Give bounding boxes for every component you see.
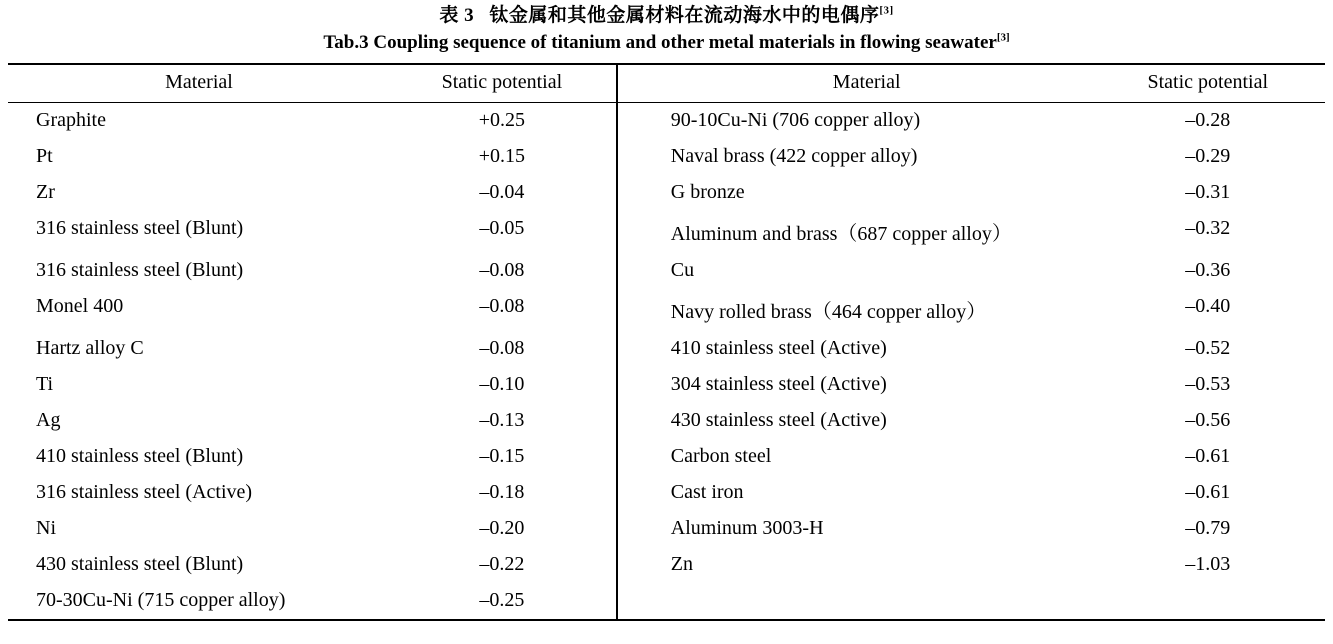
cell-material-right: Carbon steel <box>670 445 772 467</box>
cell-material-left: Pt <box>36 145 53 167</box>
cell-material-left: 70-30Cu-Ni (715 copper alloy) <box>36 589 286 611</box>
cell-potential-left: –0.05 <box>479 217 525 239</box>
table-row <box>8 211 1325 253</box>
cell-potential-right: –1.03 <box>1185 553 1231 575</box>
cell-potential-left: –0.04 <box>479 181 525 203</box>
cell-material-right: 410 stainless steel (Active) <box>670 337 887 359</box>
cell-material-right: Zn <box>670 553 693 575</box>
data-table <box>8 65 1325 619</box>
table-row <box>8 547 1325 583</box>
cell-material-left: Hartz alloy C <box>36 337 144 359</box>
cell-potential-left: –0.08 <box>479 259 525 281</box>
data-table-wrapper <box>8 63 1325 621</box>
caption-english <box>8 28 1325 55</box>
cell-potential-right: –0.28 <box>1185 109 1231 131</box>
caption-chinese-text: 表 3 钛金属和其他金属材料在流动海水中的电偶序 <box>439 5 880 26</box>
cell-potential-right <box>1091 583 1325 619</box>
column-divider <box>616 65 618 619</box>
cell-material-left: Zr <box>36 181 55 203</box>
table-row <box>8 289 1325 331</box>
cell-material-left: Ni <box>36 517 56 539</box>
cell-material-left: Ti <box>36 373 54 395</box>
table-row <box>8 403 1325 439</box>
cell-material-right: 430 stainless steel (Active) <box>670 409 887 431</box>
table-row <box>8 331 1325 367</box>
table-header-row <box>8 65 1325 103</box>
cell-material-right: 304 stainless steel (Active) <box>670 373 887 395</box>
cell-potential-left: –0.18 <box>479 481 525 503</box>
cell-potential-left: –0.08 <box>479 337 525 359</box>
caption-english-ref: [3] <box>996 31 1010 44</box>
table-row <box>8 139 1325 175</box>
table-body <box>8 102 1325 619</box>
caption-english-text: Tab.3 Coupling sequence of titanium and other metal materials in flowing seawater <box>323 31 997 53</box>
table-row <box>8 583 1325 619</box>
caption-chinese-ref: [3] <box>879 4 894 17</box>
header-material-right: Material <box>643 65 1091 103</box>
cell-material-right: Naval brass (422 copper alloy) <box>670 145 918 167</box>
cell-material-left: Ag <box>36 409 61 431</box>
cell-potential-right: –0.40 <box>1185 295 1231 317</box>
cell-potential-right: –0.31 <box>1185 181 1231 203</box>
table-row <box>8 475 1325 511</box>
cell-potential-right: –0.53 <box>1185 373 1231 395</box>
table-row <box>8 439 1325 475</box>
cell-potential-right: –0.56 <box>1185 409 1231 431</box>
cell-material-left: Graphite <box>36 109 106 131</box>
cell-material-left: Monel 400 <box>36 295 124 317</box>
cell-potential-right: –0.32 <box>1185 217 1231 239</box>
table-head <box>8 65 1325 103</box>
cell-material-left: 316 stainless steel (Blunt) <box>36 259 244 281</box>
cell-potential-right: –0.61 <box>1185 445 1231 467</box>
cell-material-right <box>643 583 1091 619</box>
cell-potential-right: –0.36 <box>1185 259 1231 281</box>
cell-potential-right: –0.79 <box>1185 517 1231 539</box>
cell-material-right: Aluminum and brass（687 copper alloy） <box>670 223 1012 245</box>
cell-material-right: Aluminum 3003-H <box>670 517 824 539</box>
cell-material-left: 430 stainless steel (Blunt) <box>36 553 244 575</box>
table-row <box>8 175 1325 211</box>
cell-potential-left: –0.25 <box>479 589 525 611</box>
cell-material-left: 316 stainless steel (Blunt) <box>36 217 244 239</box>
cell-material-right: G bronze <box>670 181 745 203</box>
cell-potential-left: –0.10 <box>479 373 525 395</box>
header-potential-right: Static potential <box>1091 65 1325 103</box>
table-row <box>8 102 1325 139</box>
cell-material-left: 316 stainless steel (Active) <box>36 481 253 503</box>
cell-material-right: Cu <box>670 259 695 281</box>
cell-material-right: 90-10Cu-Ni (706 copper alloy) <box>670 109 921 131</box>
table-row <box>8 511 1325 547</box>
cell-material-left: 410 stainless steel (Blunt) <box>36 445 244 467</box>
table-caption <box>8 0 1325 55</box>
caption-chinese <box>8 0 1325 28</box>
cell-potential-left: –0.15 <box>479 445 525 467</box>
cell-potential-left: +0.15 <box>478 145 525 167</box>
cell-potential-left: –0.20 <box>479 517 525 539</box>
header-potential-left: Static potential <box>390 65 614 103</box>
header-material-left: Material <box>8 65 390 103</box>
cell-potential-left: –0.08 <box>479 295 525 317</box>
cell-material-right: Cast iron <box>670 481 744 503</box>
cell-potential-right: –0.52 <box>1185 337 1231 359</box>
cell-potential-left: –0.22 <box>479 553 525 575</box>
table-row <box>8 253 1325 289</box>
table-row <box>8 367 1325 403</box>
cell-potential-right: –0.29 <box>1185 145 1231 167</box>
cell-potential-left: +0.25 <box>478 109 525 131</box>
cell-potential-left: –0.13 <box>479 409 525 431</box>
cell-material-right: Navy rolled brass（464 copper alloy） <box>670 301 987 323</box>
cell-potential-right: –0.61 <box>1185 481 1231 503</box>
